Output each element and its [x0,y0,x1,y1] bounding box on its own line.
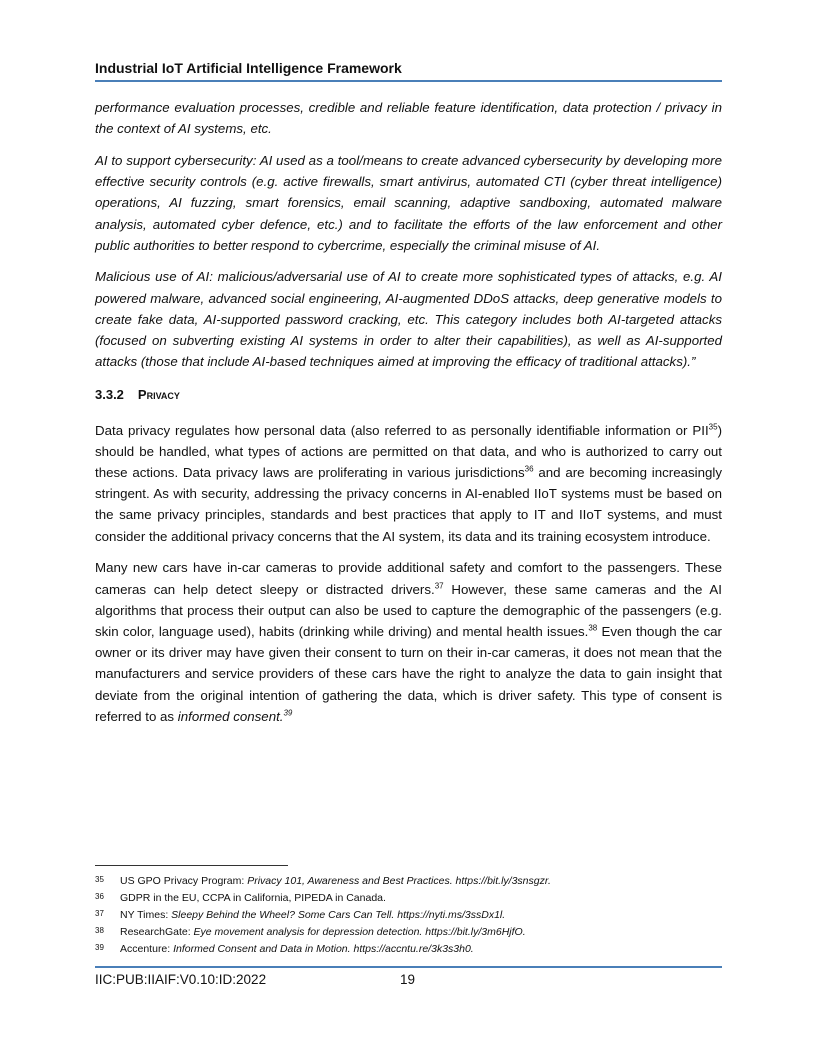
paragraph [95,557,722,727]
footnote-number: 35 [95,875,104,884]
footnote-text: ResearchGate: [120,926,194,938]
footnote-ref[interactable]: 39 [283,708,293,718]
text-run: ) should be handled, what types of actions are permitted on that data, and who is authorized to carry out these actions. Data privacy laws are proliferating in various jurisdictions [95,422,722,481]
footnote [95,873,722,890]
footnote-ref[interactable]: 38 [588,623,598,633]
footnote-text: US GPO Privacy Program: [120,875,248,887]
section-title: Privacy [137,387,180,403]
footnote-link[interactable]: Privacy 101, Awareness and Best Practices. https://bit.ly/3snsgzr. [247,875,551,887]
document-id: IIC:PUB:IIAIF:V0.10:ID:2022 [95,972,267,987]
footnotes [95,873,722,958]
footnote-text: NY Times: [120,909,172,921]
body-text [95,97,722,737]
emphasis: informed consent. [177,708,284,724]
section-number: 3.3.2 [95,387,124,403]
footnote-ref[interactable]: 37 [434,581,444,591]
footer-rule [95,966,722,968]
footnote-number: 36 [95,892,104,901]
text-run: Many new cars have in-car cameras to provide additional safety and comfort to the passengers. These cameras can help detect sleepy or distracted drivers. [95,560,722,597]
text-run: Even though the car owner or its driver may have given their consent to turn on their in-car cameras, it does not mean that the manufacturers and service providers of these cars have the right to analyze the data to gain insight that deviate from the original intention of gathering the data, which is driver safety. This type of consent is referred to as [95,623,722,724]
footnote-ref[interactable]: 36 [524,464,534,474]
paragraph: performance evaluation processes, credible and reliable feature identification, data protection / privacy in the context of AI systems, etc. [95,100,722,137]
footnote-link[interactable]: Sleepy Behind the Wheel? Some Cars Can Tell. https://nyti.ms/3ssDx1l. [171,909,506,921]
page-number: 19 [400,972,416,987]
footnote [95,907,722,924]
paragraph: AI to support cybersecurity: AI used as a tool/means to create advanced cybersecurity by developing more effective security controls (e.g. active firewalls, smart antivirus, automated CTI (cyber threat intelligence) operations, AI fuzzing, smart forensics, email scanning, adaptive sandboxing, automated malware analysis, automated cyber defence, etc.) and to facilitate the efforts of the law enforcement and other public authorities to better respond to cybercrime, especially the criminal misuse of AI. [95,152,722,253]
footnote-link[interactable]: Informed Consent and Data in Motion. https://accntu.re/3k3s3h0. [173,943,474,955]
running-header: Industrial IoT Artificial Intelligence Framework [95,60,402,76]
section-heading [95,384,722,405]
footnote-number: 39 [95,943,104,952]
paragraph [95,420,722,547]
footnote-ref[interactable]: 35 [708,422,718,432]
footnote-link[interactable]: Eye movement analysis for depression detection. https://bit.ly/3m6HjfO. [193,926,526,938]
footnote-rule [95,865,288,866]
text-run: and are becoming increasingly stringent. As with security, addressing the privacy concerns in AI-enabled IIoT systems must be based on the same privacy principles, standards and best practices that apply to IT and IIoT systems, and must consider the additional privacy concerns that the AI system, its data and its training ecosystem introduce. [95,465,723,544]
footnote-text: Accenture: [120,943,174,955]
paragraph: Malicious use of AI: malicious/adversarial use of AI to create more sophisticated types of attacks, e.g. AI powered malware, advanced social engineering, AI-augmented DDoS attacks, deep generative models to create fake data, AI-supported password cracking, etc. This category includes both AI-targeted attacks (focused on subverting existing AI systems in order to alter their capabilities), as well as AI-supported attacks (those that include AI-based techniques aimed at improving the efficacy of traditional attacks).” [95,269,722,370]
text-run: However, these same cameras and the AI algorithms that process their output can also be used to capture the demographic of the passengers (e.g. skin color, language used), habits (drinking while driving) and mental health issues. [95,581,722,639]
text-run: Data privacy regulates how personal data (also referred to as personally identifiable information or PII [95,422,709,438]
footnote-number: 38 [95,926,104,935]
header-rule [95,80,722,82]
footnote-text: GDPR in the EU, CCPA in California, PIPEDA in Canada. [120,892,386,904]
footnote-number: 37 [95,909,104,918]
footnote [95,890,722,907]
footnote [95,924,722,941]
footnote [95,941,722,958]
